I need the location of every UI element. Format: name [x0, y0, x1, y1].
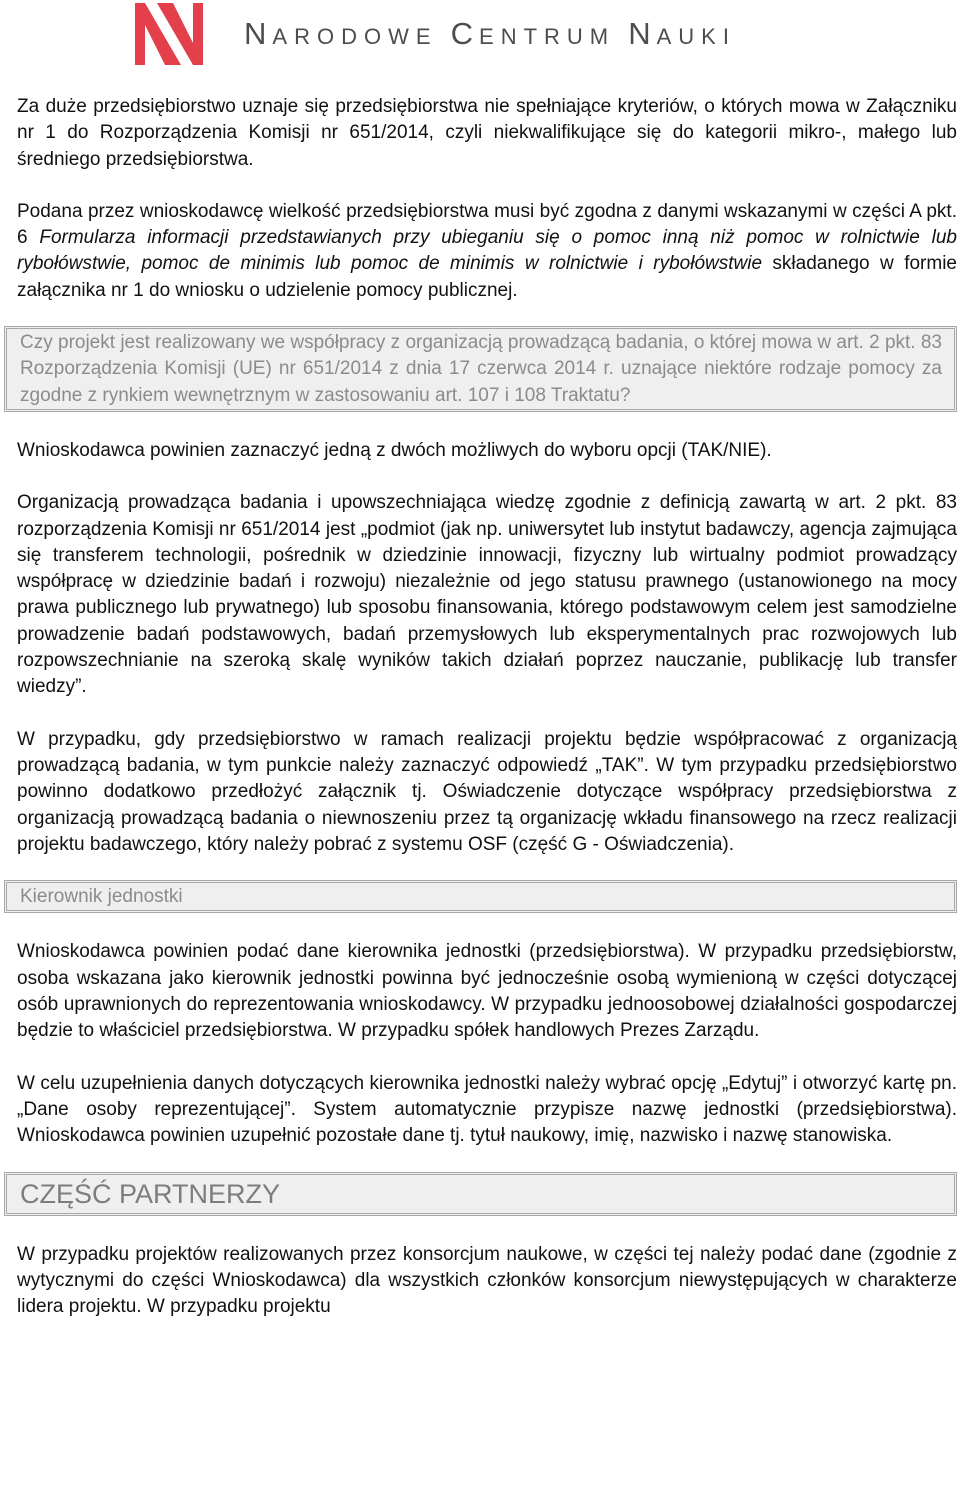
document-body: [17, 94, 957, 1320]
paragraph-large-enterprise: Za duże przedsiębiorstwo uznaje się przedsiębiorstwa nie spełniające kryteriów, o których mowa w Załączniku nr 1 do Rozporządzenia Komisji nr 651/2014, czyli niekwalifikujące się do kategorii mikro-, małego lub średniego przedsiębiorstwa.: [17, 96, 957, 170]
paragraph-research-organisation-definition: Organizacją prowadząca badania i upowszechniająca wiedzę zgodnie z definicją zawartą w art. 2 pkt. 83 rozporządzenia Komisji nr 651/2014 jest „podmiot (jak np. uniwersytet lub instytut badawczy, agencja zajmująca się transferem technologii, pośrednik w dziedzinie innowacji, fizyczny lub wirtualny podmiot prowadzący współpracę w dziedzinie badań i rozwoju) niezależnie od jego statusu prawnego (ustanowionego na mocy prawa publicznego lub prywatnego) lub sposobu finansowania, którego podstawowym celem jest samodzielne prowadzenie badań podstawowych, badań przemysłowych lub eksperymentalnych prac rozwojowych lub rozpowszechnianie na szeroką skalę wyników takich działań poprzez nauczanie, publikację lub transfer wiedzy”.: [17, 492, 957, 698]
paragraph-partners: W przypadku projektów realizowanych przez konsorcjum naukowe, w części tej należy podać dane (zgodnie z wytycznymi do części Wnioskodawca) dla wszystkich członków konsorcjum niewystępujących w charakterze lidera projektu. W przypadku projektu: [17, 1243, 957, 1318]
paragraph-unit-manager-data: Wnioskodawca powinien podać dane kierownika jednostki (przedsiębiorstwa). W przypadku przedsiębiorstw, osoba wskazana jako kierownik jednostki powinna być jednocześnie osobą wymienioną w części dotyczącej osób uprawnionych do reprezentowania wnioskodawcy. W przypadku jednoosobowej działalności gospodarczej będzie to właściciel przedsiębiorstwa. W przypadku spółek handlowych Prezes Zarządu.: [17, 941, 957, 1042]
section-box-unit-manager: Kierownik jednostki: [4, 880, 957, 913]
ncn-logo-icon: [135, 3, 203, 65]
section-box-partners: CZĘŚĆ PARTNERZY: [4, 1172, 957, 1216]
paragraph-cooperation-case: W przypadku, gdy przedsiębiorstwo w ramach realizacji projektu będzie współpracować z organizacją prowadzącą badania, w tym punkcie należy zaznaczyć odpowiedź „TAK”. W tym przypadku przedsiębiorstwo powinno dodatkowo przedłożyć załącznik tj. Oświadczenie dotyczące współpracy przedsiębiorstwa z organizacją prowadzącą badania o niewnoszeniu przez tą organizację wkładu finansowego na rzecz realizacji projektu badawczego, który należy pobrać z systemu OSF (część G - Oświadczenia).: [17, 728, 957, 855]
paragraph-unit-manager-edit: W celu uzupełnienia danych dotyczących kierownika jednostki należy wybrać opcję „Edytuj” i otworzyć kartę pn. „Dane osoby reprezentującej”. System automatycznie przypisze nazwę jednostki (przedsiębiorstwa). Wnioskodawca powinien uzupełnić pozostałe dane tj. tytuł naukowy, imię, nazwisko i nazwę stanowiska.: [17, 1072, 957, 1147]
paragraph-enterprise-size: Podana przez wnioskodawcę wielkość przedsiębiorstwa musi być zgodna z danymi wskazanymi w części A pkt. 6 Formularza informacji przedstawianych przy ubieganiu się o pomoc inną niż pomoc w rolnictwie lub rybołówstwie, pomoc de minimis lub pomoc de minimis w rolnictwie i rybołówstwie składanego w formie załącznika nr 1 do wniosku o udzielenie pomocy publicznej.: [17, 200, 957, 301]
paragraph-choose-option: Wnioskodawca powinien zaznaczyć jedną z dwóch możliwych do wyboru opcji (TAK/NIE).: [17, 439, 772, 461]
form-title-italic: Formularza informacji przedstawianych przy ubieganiu się o pomoc inną niż pomoc w rolnictwie lub rybołówstwie, pomoc de minimis lub pomoc de minimis w rolnictwie i rybołówstwie: [17, 227, 957, 275]
brand-wordmark: NARODOWE CENTRUM NAUKI: [244, 16, 736, 51]
question-box-research-cooperation: Czy projekt jest realizowany we współpracy z organizacją prowadzącą badania, o której mowa w art. 2 pkt. 83 Rozporządzenia Komisji (UE) nr 651/2014 z dnia 17 czerwca 2014 r. uznające niektóre rodzaje pomocy za zgodne z rynkiem wewnętrznym w zastosowaniu art. 107 i 108 Traktatu?: [4, 326, 957, 412]
page-header: [0, 0, 960, 70]
